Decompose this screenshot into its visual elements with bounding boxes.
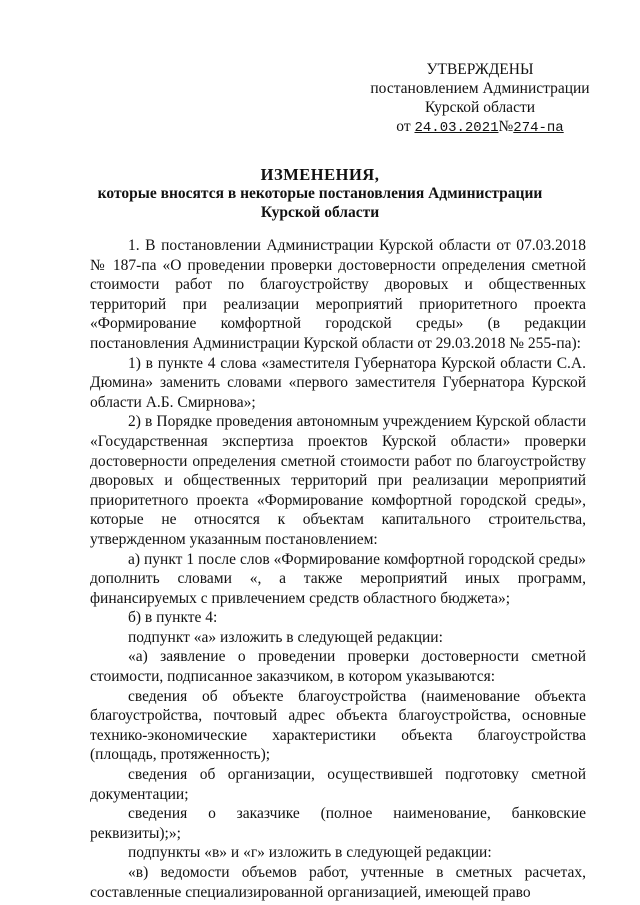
approval-number: 274-па [513,120,564,136]
approval-number-sign: № [498,118,514,135]
approval-stamp [360,60,600,138]
title-heading: ИЗМЕНЕНИЯ, [260,165,380,184]
approval-date-prefix: от [396,118,411,135]
paragraph-2: 1) в пункте 4 слова «заместителя Губернатора Курской области С.А. Дюмина» заменить словами «первого заместителя Губернатора Курской области А.Б. Смирнова»; [90,354,586,411]
approval-date-line [360,117,600,138]
approval-heading: УТВЕРЖДЕНЫ [426,61,534,78]
paragraph-12: «в) ведомости объемов работ, учтенные в сметных расчетах, составленные специализированной организацией, имеющей право [90,864,586,901]
document-title [90,165,550,222]
paragraph-4: а) пункт 1 после слов «Формирование комфортной городской среды» дополнить словами «, а также мероприятий иных программ, финансируемых с привлечением средств областного бюджета»; [90,550,586,607]
document-body [90,236,586,902]
paragraph-7: «а) заявление о проведении проверки достоверности сметной стоимости, подписанное заказчиком, в котором указываются: [90,648,586,686]
paragraph-5: б) в пункте 4: [128,609,218,627]
paragraph-10: сведения о заказчике (полное наименование, банковские реквизиты);»; [90,805,586,842]
paragraph-8: сведения об объекте благоустройства (наименование объекта благоустройства, почтовый адрес объекта благоустройства, основные технико-экономические характеристики объекта благоустройства (площадь, протяженность); [90,687,586,764]
paragraph-11: подпункты «в» и «г» изложить в следующей редакции: [128,844,492,862]
paragraph-9: сведения об организации, осуществившей подготовку сметной документации; [90,766,586,803]
title-subtitle-line2: Курской области [260,204,380,221]
paragraph-1: 1. В постановлении Администрации Курской области от 07.03.2018 № 187-па «О проведении проверки достоверности определения сметной стоимости работ по благоустройству дворовых и общественных территорий при реализации мероприятий приоритетного проекта «Формирование комфортной городской среды» (в редакции постановления Администрации Курской области от 29.03.2018 № 255-па): [90,237,586,352]
approval-date: 24.03.2021 [414,120,499,136]
paragraph-6: подпункт «а» изложить в следующей редакции: [128,628,443,646]
approval-issuer: постановлением Администрации [370,80,590,97]
paragraph-3: 2) в Порядке проведения автономным учреждением Курской области «Государственная экспертиза проектов Курской области» проверки достоверности определения сметной стоимости работ по благоустройству дворовых и общественных территорий при реализации мероприятий приоритетного проекта «Формирование комфортной городской среды», которые не относятся к объектам капитального строительства, утвержденном указанным постановлением: [90,413,586,548]
approval-region: Курской области [424,99,536,116]
title-subtitle-line1: которые вносятся в некоторые постановления Администрации [97,185,543,202]
